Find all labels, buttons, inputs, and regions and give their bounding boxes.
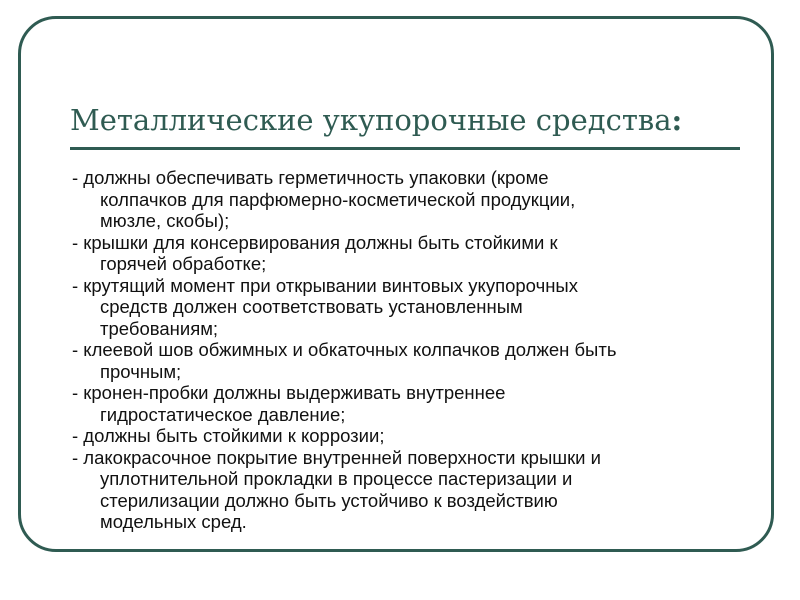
list-item-line: требованиям; — [100, 317, 219, 339]
list-item — [72, 339, 732, 382]
list-item — [72, 447, 732, 533]
list-item-line: гидростатическое давление; — [100, 403, 346, 425]
list-item-line: стерилизации должно быть устойчиво к воздействию — [100, 489, 558, 511]
list-item — [72, 232, 732, 275]
list-item-line: уплотнительной прокладки в процессе пастеризации и — [100, 468, 573, 489]
list-item-line: горячей обработке; — [100, 253, 267, 274]
list-item-line: - крышки для консервирования должны быть стойкими к — [72, 231, 558, 253]
list-item-line: мюзле, скобы); — [100, 210, 230, 231]
list-item-line: - клеевой шов обжимных и обкаточных колпачков должен быть — [72, 339, 617, 360]
list-item-line: - кронен-пробки должны выдерживать внутреннее — [72, 382, 506, 403]
title-underline — [70, 147, 740, 150]
requirements-list — [72, 167, 732, 533]
list-item — [72, 382, 732, 425]
list-item — [72, 167, 732, 232]
list-item-line: - крутящий момент при открывании винтовых укупорочных — [72, 274, 578, 296]
list-item — [72, 275, 732, 340]
slide-title — [70, 100, 682, 140]
list-item-line: - лакокрасочное покрытие внутренней поверхности крышки и — [72, 446, 601, 468]
list-item-line: - должны быть стойкими к коррозии; — [72, 425, 385, 446]
list-item-line: модельных сред. — [100, 511, 247, 532]
list-item-line: колпачков для парфюмерно-косметической продукции, — [100, 188, 576, 210]
list-item-line: - должны обеспечивать герметичность упаковки (кроме — [72, 167, 549, 188]
list-item-line: средств должен соответствовать установленным — [100, 296, 523, 317]
list-item — [72, 425, 732, 447]
slide-title-colon: : — [671, 103, 683, 137]
slide-title-text: Металлические укупорочные средства — [70, 103, 672, 137]
list-item-line: прочным; — [100, 360, 182, 382]
